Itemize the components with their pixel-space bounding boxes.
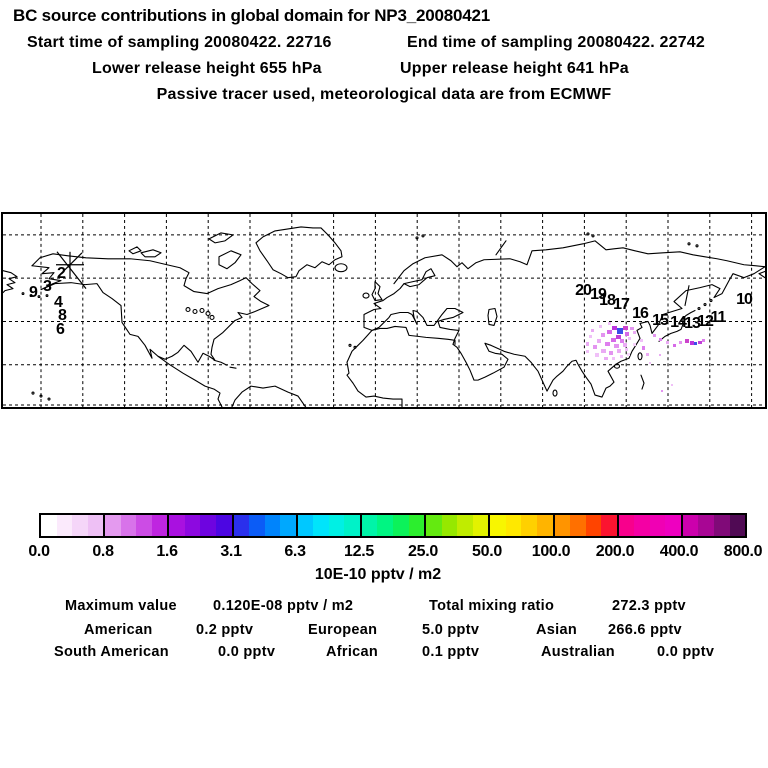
stat-0-1-pptv: 0.1 pptv [422, 644, 480, 660]
colorbar-tick-100.0: 100.0 [531, 543, 571, 560]
colorbar-segment-5 [360, 515, 424, 536]
stat-european: European [308, 622, 378, 638]
colorbar-cell [521, 515, 537, 536]
colorbar-tick-labels [0, 543, 768, 561]
colorbar-cell [298, 515, 314, 536]
stat-5-0-pptv: 5.0 pptv [422, 622, 480, 638]
stats-row-maximum [0, 598, 768, 615]
colorbar-cell [393, 515, 409, 536]
stats-row-regions-2 [0, 644, 768, 661]
stat-australian: Australian [541, 644, 615, 660]
colorbar-cell [473, 515, 489, 536]
colorbar-tick-0.0: 0.0 [28, 543, 50, 560]
colorbar-cell [136, 515, 152, 536]
flight-track-point-15: 15 [652, 312, 668, 329]
colorbar-cell [714, 515, 730, 536]
colorbar-cell [169, 515, 185, 536]
stat-266-6-pptv: 266.6 pptv [608, 622, 682, 638]
colorbar-cell [409, 515, 425, 536]
colorbar-cell [619, 515, 635, 536]
colorbar-cell [41, 515, 57, 536]
colorbar-cell [457, 515, 473, 536]
stat-272-3-pptv: 272.3 pptv [612, 598, 686, 614]
colorbar-tick-3.1: 3.1 [220, 543, 242, 560]
colorbar-cell [362, 515, 378, 536]
colorbar-cell [313, 515, 329, 536]
colorbar-segment-4 [296, 515, 360, 536]
colorbar-cell [72, 515, 88, 536]
flight-track-point-10: 10 [736, 291, 752, 308]
colorbar-cell [698, 515, 714, 536]
colorbar-segment-2 [167, 515, 231, 536]
upper-release-text: Upper release height 641 hPa [400, 60, 629, 77]
colorbar-cell [683, 515, 699, 536]
colorbar-cell [570, 515, 586, 536]
stat-0-0-pptv: 0.0 pptv [218, 644, 276, 660]
colorbar-cell [555, 515, 571, 536]
stat-0-0-pptv: 0.0 pptv [657, 644, 715, 660]
colorbar-tick-50.0: 50.0 [472, 543, 502, 560]
colorbar-cell [329, 515, 345, 536]
stat-0-120e-08-pptv-m2: 0.120E-08 pptv / m2 [213, 598, 354, 614]
colorbar-tick-12.5: 12.5 [344, 543, 374, 560]
stat-maximum-value: Maximum value [65, 598, 177, 614]
tracer-note-text: Passive tracer used, meteorological data are from ECMWF [156, 86, 612, 103]
flight-track-point-8: 8 [58, 307, 66, 324]
start-time-text: Start time of sampling 20080422. 22716 [27, 34, 332, 51]
colorbar-cell [152, 515, 168, 536]
colorbar-cell [426, 515, 442, 536]
colorbar-cell [88, 515, 104, 536]
stat-asian: Asian [536, 622, 577, 638]
flight-track-point-20: 20 [575, 282, 591, 299]
colorbar-cell [634, 515, 650, 536]
flight-track-point-13: 13 [684, 315, 700, 332]
colorbar-segment-9 [617, 515, 681, 536]
flight-track-point-3: 3 [43, 278, 51, 295]
stat-0-2-pptv: 0.2 pptv [196, 622, 254, 638]
colorbar-cell [730, 515, 746, 536]
flight-track-labels [3, 214, 765, 407]
stat-african: African [326, 644, 379, 660]
colorbar-cell [121, 515, 137, 536]
colorbar-cell [105, 515, 121, 536]
flight-track-point-11: 11 [710, 309, 726, 326]
colorbar-segment-7 [488, 515, 552, 536]
colorbar-cell [377, 515, 393, 536]
colorbar-segment-0 [41, 515, 103, 536]
colorbar-cell [216, 515, 232, 536]
colorbar-segment-1 [103, 515, 167, 536]
flight-track-point-2: 2 [57, 265, 65, 282]
flight-track-point-6: 6 [56, 321, 64, 338]
colorbar-segment-8 [553, 515, 617, 536]
colorbar-cell [249, 515, 265, 536]
colorbar-cell [57, 515, 73, 536]
flight-track-point-14: 14 [670, 314, 686, 331]
colorbar-tick-1.6: 1.6 [156, 543, 178, 560]
colorbar-tick-400.0: 400.0 [659, 543, 699, 560]
flight-track-point-17: 17 [613, 296, 629, 313]
end-time-text: End time of sampling 20080422. 22742 [407, 34, 706, 51]
world-map [1, 212, 767, 409]
colorbar-cell [586, 515, 602, 536]
lower-release-text: Lower release height 655 hPa [92, 60, 322, 77]
colorbar-cell [506, 515, 522, 536]
colorbar-cell [490, 515, 506, 536]
colorbar-segment-10 [681, 515, 745, 536]
colorbar-cell [537, 515, 553, 536]
colorbar-segment-6 [424, 515, 488, 536]
colorbar-tick-800.0: 800.0 [723, 543, 763, 560]
colorbar-tick-200.0: 200.0 [595, 543, 635, 560]
colorbar-cell [265, 515, 281, 536]
colorbar-cell [280, 515, 296, 536]
page-title: BC source contributions in global domain for NP3_20080421 [13, 6, 490, 25]
stat-american: American [84, 622, 153, 638]
colorbar [39, 513, 747, 538]
flight-track-point-12: 12 [697, 313, 713, 330]
colorbar-cell [665, 515, 681, 536]
colorbar-tick-0.8: 0.8 [92, 543, 114, 560]
colorbar-cell [601, 515, 617, 536]
colorbar-unit-label: 10E-10 pptv / m2 [314, 566, 442, 583]
colorbar-cell [200, 515, 216, 536]
flight-track-point-9: 9 [29, 284, 37, 301]
stat-south-american: South American [54, 644, 169, 660]
colorbar-cell [234, 515, 250, 536]
colorbar-segment-3 [232, 515, 296, 536]
flight-track-point-19: 19 [590, 286, 606, 303]
colorbar-tick-6.3: 6.3 [284, 543, 306, 560]
colorbar-cell [344, 515, 360, 536]
flight-track-point-16: 16 [632, 305, 648, 322]
stat-total-mixing-ratio: Total mixing ratio [429, 598, 555, 614]
colorbar-cell [442, 515, 458, 536]
flight-track-point-18: 18 [599, 292, 615, 309]
stats-row-regions-1 [0, 622, 768, 639]
colorbar-cell [650, 515, 666, 536]
flight-track-point-4: 4 [54, 294, 62, 311]
colorbar-tick-25.0: 25.0 [408, 543, 438, 560]
colorbar-cell [185, 515, 201, 536]
